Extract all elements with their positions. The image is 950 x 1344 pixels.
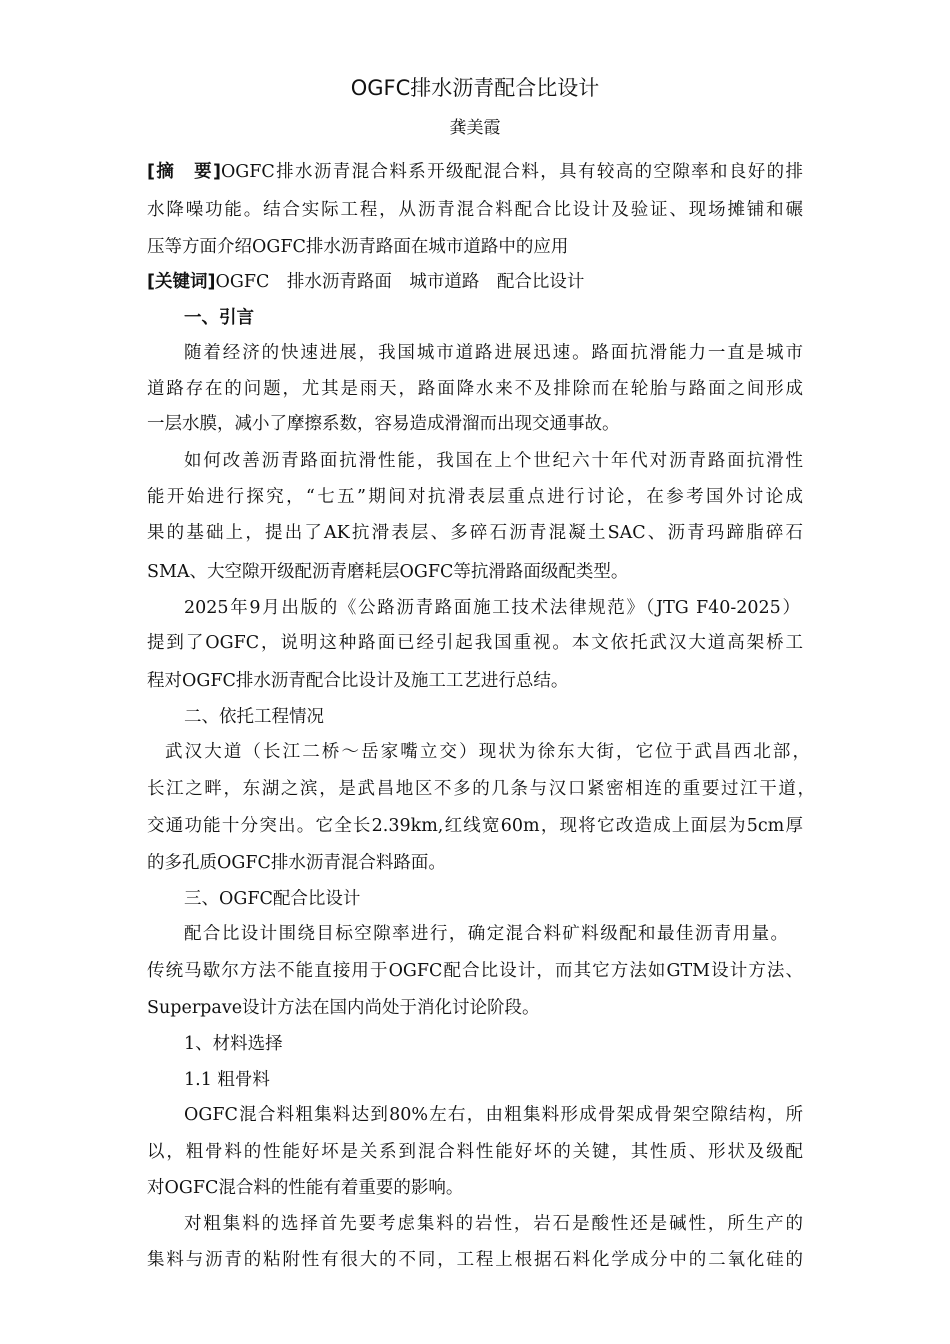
body-line: 配合比设计围绕目标空隙率进行，确定混合料矿料级配和最佳沥青用量。 xyxy=(184,924,788,944)
body-line: Superpave设计方法在国内尚处于消化讨论阶段。 xyxy=(147,998,540,1018)
body-line: 程对OGFC排水沥青配合比设计及施工工艺进行总结。 xyxy=(147,671,569,691)
body-line: 传统马歇尔方法不能直接用于OGFC配合比设计，而其它方法如GTM设计方法、 xyxy=(147,961,803,981)
subsection-heading: 1、材料选择 xyxy=(184,1034,283,1054)
abstract-label: [摘 要] xyxy=(147,162,221,182)
subsection-heading: 1.1 粗骨料 xyxy=(184,1070,270,1090)
section-heading: 一、引言 xyxy=(184,308,254,328)
body-line: 果的基础上，提出了AK抗滑表层、多碎石沥青混凝土SAC、沥青玛蹄脂碎石 xyxy=(147,523,803,543)
body-line: 提到了OGFC，说明这种路面已经引起我国重视。本文依托武汉大道高架桥工 xyxy=(147,633,803,653)
body-line: 武汉大道（长江二桥～岳家嘴立交）现状为徐东大街，它位于武昌西北部， xyxy=(165,742,810,762)
body-line: 长江之畔，东湖之滨，是武昌地区不多的几条与汉口紧密相连的重要过江干道， xyxy=(147,779,815,799)
abstract-line: 压等方面介绍OGFC排水沥青路面在城市道路中的应用 xyxy=(147,237,569,257)
body-line: 道路存在的问题，尤其是雨天，路面降水来不及排除而在轮胎与路面之间形成 xyxy=(147,379,803,399)
author-name: 龚美霞 xyxy=(449,118,501,138)
body-line: 随着经济的快速进展，我国城市道路进展迅速。路面抗滑能力一直是城市 xyxy=(184,343,803,363)
section-heading: 三、OGFC配合比设计 xyxy=(184,889,361,909)
body-line: 对粗集料的选择首先要考虑集料的岩性，岩石是酸性还是碱性，所生产的 xyxy=(184,1214,803,1234)
body-line: 一层水膜，减小了摩擦系数，容易造成滑溜而出现交通事故。 xyxy=(147,414,620,434)
body-line: 的多孔质OGFC排水沥青混合料路面。 xyxy=(147,853,446,873)
body-line: OGFC混合料粗集料达到80%左右，由粗集料形成骨架成骨架空隙结构，所 xyxy=(184,1105,803,1125)
body-line: 对OGFC混合料的性能有着重要的影响。 xyxy=(147,1178,464,1198)
document-title: OGFC排水沥青配合比设计 xyxy=(350,76,600,100)
body-line: 集料与沥青的粘附性有很大的不同，工程上根据石料化学成分中的二氧化硅的 xyxy=(147,1250,803,1270)
body-line: 能开始进行探究，“七五”期间对抗滑表层重点进行讨论，在参考国外讨论成 xyxy=(147,487,803,507)
section-heading: 二、依托工程情况 xyxy=(184,707,324,727)
abstract-line: 水降噪功能。结合实际工程，从沥青混合料配合比设计及验证、现场摊铺和碾 xyxy=(147,200,803,220)
keywords-text: OGFC 排水沥青路面 城市道路 配合比设计 xyxy=(215,272,585,292)
body-line: SMA、大空隙开级配沥青磨耗层OGFC等抗滑路面级配类型。 xyxy=(147,562,629,582)
body-line: 如何改善沥青路面抗滑性能，我国在上个世纪六十年代对沥青路面抗滑性 xyxy=(184,451,803,471)
body-line: 交通功能十分突出。它全长2.39km,红线宽60m，现将它改造成上面层为5cm厚 xyxy=(147,816,803,836)
body-line: 以，粗骨料的性能好坏是关系到混合料性能好坏的关键，其性质、形状及级配 xyxy=(147,1142,803,1162)
keywords-label: [关键词] xyxy=(147,272,216,292)
abstract-line: [摘 要]OGFC排水沥青混合料系开级配混合料，具有较高的空隙率和良好的排 xyxy=(147,162,803,182)
keywords-line xyxy=(147,271,950,293)
body-line: 2025年9月出版的《公路沥青路面施工技术法律规范》（JTG F40-2025） xyxy=(184,598,800,618)
